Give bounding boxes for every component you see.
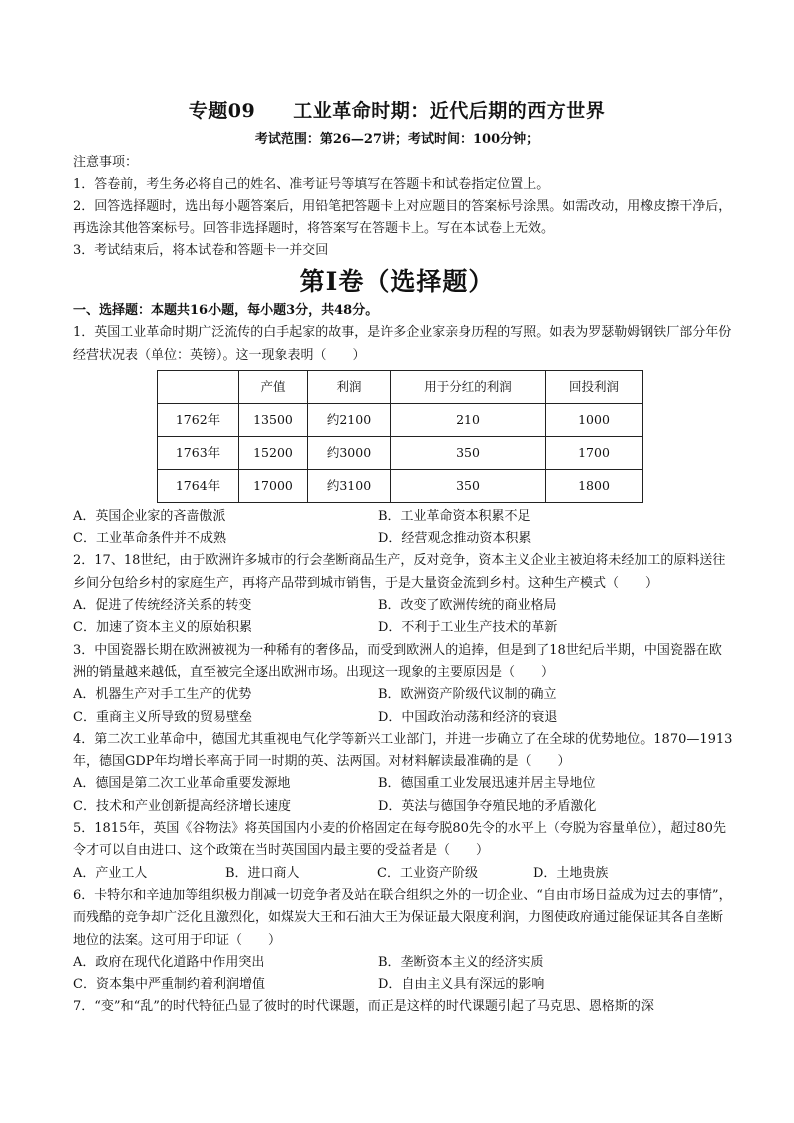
table-row — [158, 436, 643, 469]
option: B．改变了欧洲传统的商业格局 — [378, 598, 557, 614]
questions-area — [73, 300, 733, 1019]
option: B．工业革命资本积累不足 — [378, 508, 531, 524]
question-stem: 2．17、18世纪，由于欧洲许多城市的行会垄断商品生产，反对竞争，资本主义企业主被迫将未经加工的原料送往乡间分包给乡村的家庭生产，再将产品带到城市销售，于是大量资金流到乡村。这种生产模式（ ） — [73, 553, 726, 591]
table-cell: 1763年 — [158, 436, 239, 469]
question-stem: 3．中国瓷器长期在欧洲被视为一种稀有的奢侈品，而受到欧洲人的追捧，但是到了18世纪后半期，中国瓷器在欧洲的销量越来越低，直至被完全逐出欧洲市场。出现这一现象的主要原因是（ ） — [73, 642, 722, 680]
section-instruction: 一、选择题：本题共16小题，每小题3分，共48分。 — [73, 303, 379, 318]
table-cell: 1800 — [546, 469, 643, 502]
option: A．机器生产对手工生产的优势 — [73, 687, 252, 703]
option: D．自由主义具有深远的影响 — [378, 977, 545, 993]
option: C．工业革命条件并不成熟 — [73, 531, 226, 547]
table-cell: 17000 — [239, 469, 308, 502]
table-cell: 约3000 — [308, 436, 391, 469]
note-item: 1．答卷前，考生务必将自己的姓名、准考证号等填写在答题卡和试卷指定位置上。 — [73, 177, 550, 192]
option: C．加速了资本主义的原始积累 — [73, 620, 252, 636]
option: A．德国是第二次工业革命重要发源地 — [73, 776, 291, 792]
table-row — [158, 403, 643, 436]
table-row — [158, 469, 643, 502]
option: D．中国政治动荡和经济的衰退 — [378, 709, 558, 725]
question-options — [73, 952, 733, 997]
option: B．德国重工业发展迅速并居主导地位 — [378, 776, 596, 792]
note-item: 3．考试结束后，将本试卷和答题卡一并交回 — [73, 243, 329, 258]
option: C．资本集中严重制约着利润增值 — [73, 977, 265, 993]
option: D．不利于工业生产技术的革新 — [378, 620, 558, 636]
option: B．进口商人 — [225, 865, 300, 881]
option: C．工业资产阶级 — [377, 865, 478, 881]
table-cell: 13500 — [239, 403, 308, 436]
question-options — [73, 863, 733, 885]
question-stem: 5．1815年，英国《谷物法》将英国国内小麦的价格固定在每夸脱80先令的水平上（夸脱为容量单位），超过80先令才可以自由进口、这个政策在当时英国国内最主要的受益者是（ ） — [73, 821, 726, 859]
table-header-cell: 回投利润 — [546, 370, 643, 403]
exam-scope: 考试范围：第26—27讲；考试时间：100分钟； — [254, 132, 540, 147]
question-options — [73, 773, 733, 818]
note-item: 2．回答选择题时，选出每小题答案后，用铅笔把答题卡上对应题目的答案标号涂黑。如需改动，用橡皮擦干净后，再选涂其他答案标号。回答非选择题时，将答案写在答题卡上。写在本试卷上无效。 — [73, 199, 732, 236]
option: A．促进了传统经济关系的转变 — [73, 598, 252, 614]
table-header-cell — [158, 370, 239, 403]
option: D．经营观念推动资本积累 — [378, 531, 532, 547]
option: C．技术和产业创新提高经济增长速度 — [73, 798, 291, 814]
option: B．欧洲资产阶级代议制的确立 — [378, 687, 557, 703]
question-stem: 7．“变”和“乱”的时代特征凸显了彼时的时代课题，而正是这样的时代课题引起了马克思、恩格斯的深 — [73, 999, 654, 1015]
option: B．垄断资本主义的经济实质 — [378, 954, 544, 970]
table-cell: 15200 — [239, 436, 308, 469]
question-options — [73, 506, 733, 551]
table-cell: 约2100 — [308, 403, 391, 436]
question-options — [73, 595, 733, 640]
page-title — [0, 96, 794, 123]
option: A．产业工人 — [73, 865, 148, 881]
topic-number: 专题09 — [188, 100, 256, 122]
table-cell: 1000 — [546, 403, 643, 436]
option: C．重商主义所导致的贸易壁垒 — [73, 709, 252, 725]
notes-block — [73, 152, 733, 262]
option: D．英法与德国争夺殖民地的矛盾激化 — [378, 798, 597, 814]
table-cell: 350 — [391, 469, 546, 502]
table-cell: 1700 — [546, 436, 643, 469]
option: A．政府在现代化道路中作用突出 — [73, 954, 265, 970]
table-header-row — [158, 370, 643, 403]
table-cell: 1764年 — [158, 469, 239, 502]
table-cell: 350 — [391, 436, 546, 469]
table-header-cell: 用于分红的利润 — [391, 370, 546, 403]
option: D．土地贵族 — [533, 865, 609, 881]
question-stem: 1．英国工业革命时期广泛流传的白手起家的故事，是许多企业家亲身历程的写照。如表为罗瑟勒姆钢铁厂部分年份经营状况表（单位：英镑）。这一现象表明（ ） — [73, 325, 732, 363]
question-stem: 6．卡特尔和辛迪加等组织极力削减一切竞争者及站在联合组织之外的一切企业、“自由市场日益成为过去的事情”，而残酷的竞争却广泛化且激烈化，如煤炭大王和石油大王为保证最大限度利润，力图使政府通过能保证其各自垄断地位的法案。这可用于印证（ ） — [73, 887, 732, 948]
option: A．英国企业家的吝啬傲派 — [73, 508, 226, 524]
table-header-cell: 利润 — [308, 370, 391, 403]
notes-heading: 注意事项： — [73, 155, 139, 170]
question-options — [73, 684, 733, 729]
table-cell: 210 — [391, 403, 546, 436]
data-table — [157, 370, 643, 503]
table-cell: 约3100 — [308, 469, 391, 502]
table-header-cell: 产值 — [239, 370, 308, 403]
table-cell: 1762年 — [158, 403, 239, 436]
section-title: 第I卷（选择题） — [299, 267, 495, 296]
question-stem: 4．第二次工业革命中，德国尤其重视电气化学等新兴工业部门，并进一步确立了在全球的优势地位。1870—1913年，德国GDP年均增长率高于同一时期的英、法两国。对材料解读最准确的是（ ） — [73, 731, 733, 770]
topic-title: 工业革命时期：近代后期的西方世界 — [293, 100, 606, 122]
